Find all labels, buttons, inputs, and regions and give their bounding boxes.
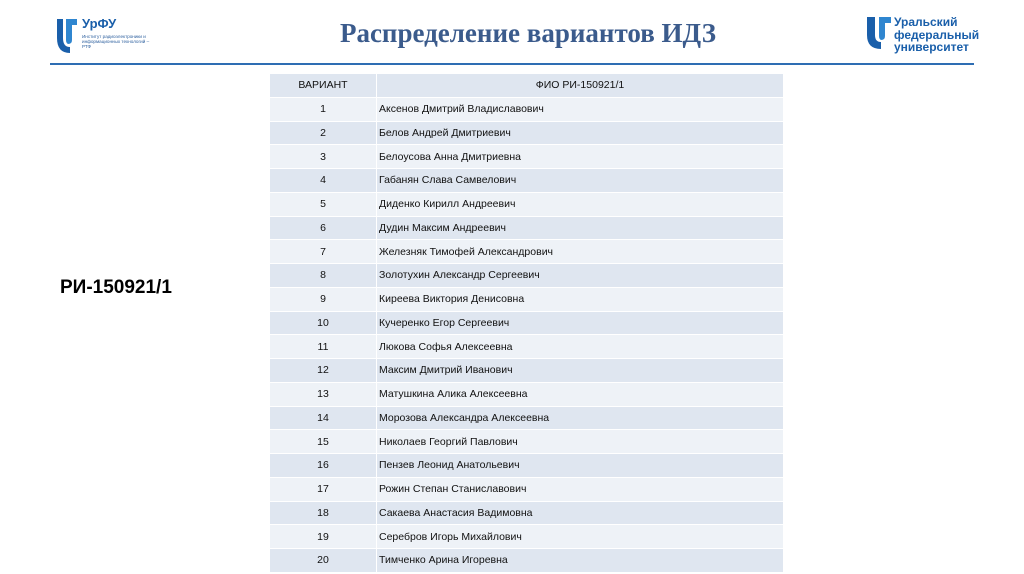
variant-number: 10: [270, 311, 377, 335]
variant-number: 19: [270, 525, 377, 549]
header-divider: [50, 63, 974, 65]
variant-number: 20: [270, 549, 377, 573]
variant-number: 1: [270, 97, 377, 121]
student-name: Тимченко Арина Игоревна: [377, 549, 784, 573]
variant-number: 14: [270, 406, 377, 430]
table-row: [270, 169, 784, 193]
variant-number: 3: [270, 145, 377, 169]
group-label: РИ-150921/1: [60, 277, 172, 298]
variant-number: 4: [270, 169, 377, 193]
table-row: [270, 97, 784, 121]
university-name-line-1: Уральский: [894, 15, 958, 29]
table-row: [270, 145, 784, 169]
table-row: [270, 430, 784, 454]
urfu-university-logo: [866, 15, 986, 55]
university-name-line-3: университет: [894, 40, 969, 54]
student-name: Максим Дмитрий Иванович: [377, 359, 784, 383]
column-header-variant: ВАРИАНТ: [270, 74, 377, 98]
student-name: Диденко Кирилл Андреевич: [377, 192, 784, 216]
variant-number: 18: [270, 501, 377, 525]
logo-subtitle-text: Институт радиоэлектроники и информационных технологий – РТФ: [82, 34, 150, 50]
variant-number: 11: [270, 335, 377, 359]
variants-table: [269, 73, 784, 573]
university-name-line-2: федеральный: [894, 27, 980, 42]
logo-brand-text: УрФУ: [82, 16, 117, 31]
table-row: [270, 335, 784, 359]
table-row: [270, 311, 784, 335]
urfu-u-mark-icon: [866, 15, 892, 51]
student-name: Серебров Игорь Михайлович: [377, 525, 784, 549]
student-name: Аксенов Дмитрий Владиславович: [377, 97, 784, 121]
table-row: [270, 359, 784, 383]
variant-number: 5: [270, 192, 377, 216]
table-row: [270, 501, 784, 525]
table-row: [270, 216, 784, 240]
student-name: Люкова Софья Алексеевна: [377, 335, 784, 359]
variant-number: 12: [270, 359, 377, 383]
table-row: [270, 287, 784, 311]
university-name: [894, 16, 979, 54]
table-header-row: [270, 74, 784, 98]
student-name: Рожин Степан Станиславович: [377, 477, 784, 501]
column-header-name: ФИО РИ-150921/1: [377, 74, 784, 98]
student-name: Кучеренко Егор Сергеевич: [377, 311, 784, 335]
variant-number: 15: [270, 430, 377, 454]
student-name: Пензев Леонид Анатольевич: [377, 454, 784, 478]
student-name: Николаев Георгий Павлович: [377, 430, 784, 454]
variant-number: 16: [270, 454, 377, 478]
variant-number: 9: [270, 287, 377, 311]
student-name: Матушкина Алика Алексеевна: [377, 382, 784, 406]
table-row: [270, 454, 784, 478]
variant-number: 6: [270, 216, 377, 240]
student-name: Золотухин Александр Сергеевич: [377, 264, 784, 288]
table-row: [270, 121, 784, 145]
table-row: [270, 240, 784, 264]
student-name: Сакаева Анастасия Вадимовна: [377, 501, 784, 525]
student-name: Киреева Виктория Денисовна: [377, 287, 784, 311]
table-row: [270, 525, 784, 549]
page-title: Распределение вариантов ИДЗ: [339, 18, 717, 48]
student-name: Габанян Слава Самвелович: [377, 169, 784, 193]
table-row: [270, 549, 784, 573]
student-name: Белов Андрей Дмитриевич: [377, 121, 784, 145]
variant-number: 8: [270, 264, 377, 288]
student-name: Белоусова Анна Дмитриевна: [377, 145, 784, 169]
variant-number: 13: [270, 382, 377, 406]
table-row: [270, 382, 784, 406]
student-name: Дудин Максим Андреевич: [377, 216, 784, 240]
table-row: [270, 192, 784, 216]
variant-number: 2: [270, 121, 377, 145]
variant-number: 7: [270, 240, 377, 264]
table-row: [270, 406, 784, 430]
table-row: [270, 477, 784, 501]
table-row: [270, 264, 784, 288]
student-name: Морозова Александра Алексеевна: [377, 406, 784, 430]
student-name: Железняк Тимофей Александрович: [377, 240, 784, 264]
variant-number: 17: [270, 477, 377, 501]
